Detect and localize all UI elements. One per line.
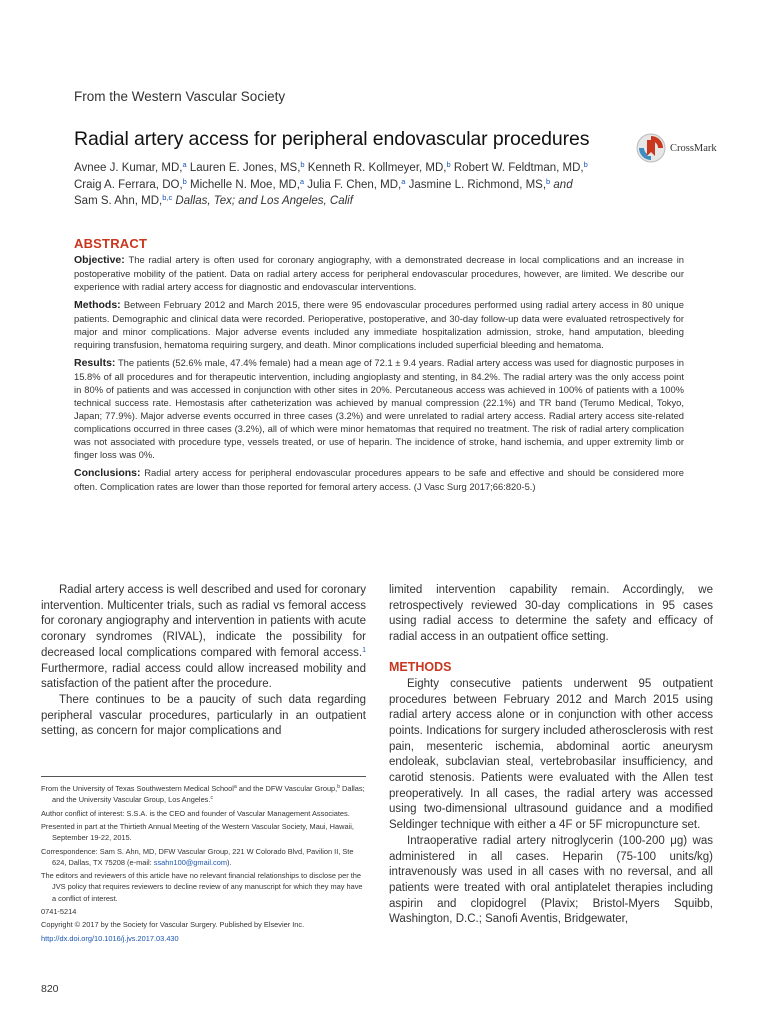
abstract-section [74,236,684,498]
author-list [74,160,694,210]
methods-paragraph-2: Intraoperative radial artery nitroglycerin (100-200 μg) was administered in all cases. Heparin (75-100 units/kg) intravenously was used in all cases with no reversal, and all patients were treated with oral antiplatelet therapies including aspirin and clopidogrel (Plavix; Bristol-Myers Squibb, Washington, D.C.; Sanofi Aventis, Bridgewater, [389,834,713,926]
article-title: Radial artery access for peripheral endovascular procedures [74,128,590,150]
author-line-3: Sam S. Ahn, MD,$^{b,c}$ Dallas, Tex; and Los Angeles, Calif [74,193,353,207]
footnote-disclosure: The editors and reviewers of this article have no relevant financial relationships to disclose per the JVS policy that requires reviewers to decline review of any manuscript for which they may have a conflict of interest. [41,871,363,903]
citation-ref[interactable]: 1 [362,646,366,654]
email-link[interactable]: ssahn100@gmail.com [153,857,227,867]
body-column-right [389,583,713,928]
methods-heading: METHODS [389,659,452,674]
author-line-2: Craig A. Ferrara, DO,$^b$ Michelle N. Moe, MD,$^a$ Julia F. Chen, MD,$^a$ Jasmine L. Richmond, MS,$^b$ and [74,176,573,191]
intro-paragraph-1: Radial artery access is well described and used for coronary intervention. Multicenter trials, such as radial vs femoral access for coronary angiography and intervention in patients with acute coronary syndromes (RIVAL), indicate the possibility for decreased local complications compared with femoral access.$^1$ Furthermore, radial access could allow increased mobility and satisfaction of the patient after the procedure. [41,584,366,691]
abstract-heading: ABSTRACT [74,236,148,251]
abstract-results: Results: The patients (52.6% male, 47.4% female) had a mean age of 72.1 ± 9.4 years. Radial artery access was used for diagnostic purposes in 15.8% of all procedures and for therapeutic intervention, including angioplasty and stenting, in 84.2%. The radial artery was the only access point in 80% of patients and was accessed in conjunction with other sites in 20%. Percutaneous access was achieved in 100% of patients with a 100% technical success rate. Hemostasis after catheterization was achieved by manual compression (22.1%) and TR band (Terumo Medical, Tokyo, Japan; 77.9%). Major adverse events occurred in three cases (3.2%) and were unrelated to radial artery access. Radial artery access site-related complications occurred in three cases (3.2%), all of which were minor hematomas that required no treatment. The risk of radial artery complication was not associated with procedure type, vessels treated, or use of heparin. The incidence of stroke, hand ischemia, and upper extremity limb or finger loss was 0%. [74,357,684,460]
abstract-conclusions: Conclusions: Radial artery access for peripheral endovascular procedures appears to be safe and effective and should be considered more often. Complication rates are lower than those reported for femoral artery access. (J Vasc Surg 2017;66:820-5.) [74,467,685,492]
society-label: From the Western Vascular Society [74,89,286,104]
body-column-left [41,583,366,740]
page-number: 820 [41,983,59,995]
footnote-affiliations: From the University of Texas Southwestern Medical School$^a$ and the DFW Vascular Group,$^b$ Dallas; and the University Vascular Group, Los Angeles.$^c$ [41,784,365,805]
footnote-copyright: Copyright © 2017 by the Society for Vascular Surgery. Published by Elsevier Inc. [41,920,305,930]
methods-paragraph-1: Eighty consecutive patients underwent 95 outpatient procedures between February 2012 and March 2015 using radial artery access alone or in conjunction with other access points. Indications for surgery included atherosclerosis with rest pain, mesenteric ischemia, abdominal aortic aneurysm endoleak, subclavian steal, vertebrobasilar insufficiency, and carotid stenosis. Patients were evaluated with the Allen test preoperatively. In all cases, the radial artery was accessed using two-dimensional ultrasound guidance and a modified Seldinger technique with either a 4F or 5F micropuncture set. [389,677,713,832]
intro-paragraph-2: There continues to be a paucity of such data regarding peripheral vascular procedures, particularly in an outpatient setting, as concern for major complications and [41,693,366,738]
author-locations: Dallas, Tex; and Los Angeles, Calif [175,195,353,207]
abstract-methods: Methods: Between February 2012 and March 2015, there were 95 endovascular procedures performed using radial artery access in 80 unique patients. Demographic and clinical data were recorded. Perioperative, postoperative, and 30-day follow-up data were evaluated retrospectively for major and minor complications. Major adverse events included any immediate hospitalization admission, stroke, hand amputation, bleeding requiring transfusion, hematoma requiring surgery, and death. Minor complications included superficial bleeding and hematoma. [74,299,684,350]
footnote-correspondence: Correspondence: Sam S. Ahn, MD, DFW Vascular Group, 221 W Colorado Blvd, Pavilion II, Ste 624, Dallas, TX 75208 (e-mail: ssahn100@gmail.com). [41,846,354,867]
footnote-conflict: Author conflict of interest: S.S.A. is the CEO and founder of Vascular Management Associates. [41,808,350,818]
footnote-doi [41,933,366,944]
footnote-presented: Presented in part at the Thirtieth Annual Meeting of the Western Vascular Society, Maui, Hawaii, September 19-22, 2015. [41,821,354,843]
author-line-1: Avnee J. Kumar, MD,$^a$ Lauren E. Jones, MS,$^b$ Kenneth R. Kollmeyer, MD,$^b$ Robert W. Feldtman, MD,$^b$ [74,160,588,174]
footnote-issn: 0741-5214 [41,906,77,916]
footnotes [41,783,366,946]
intro-paragraph-2-cont: limited intervention capability remain. Accordingly, we retrospectively reviewed 30-day complications in 95 cases using radial access to determine the safety and efficacy of radial access in an outpatient office setting. [389,584,713,644]
footnote-divider [41,776,366,777]
doi-link[interactable]: http://dx.doi.org/10.1016/j.jvs.2017.03.430 [41,933,179,943]
crossmark-label: CrossMark [670,142,717,154]
abstract-objective: Objective: The radial artery is often used for coronary angiography, with a demonstrated decrease in local complications and an increase in postoperative mobility of the patient. Data on radial artery access for peripheral endovascular procedures, however, are limited. We describe our experience with radial artery access for diagnostic and endovascular interventions. [74,254,685,292]
